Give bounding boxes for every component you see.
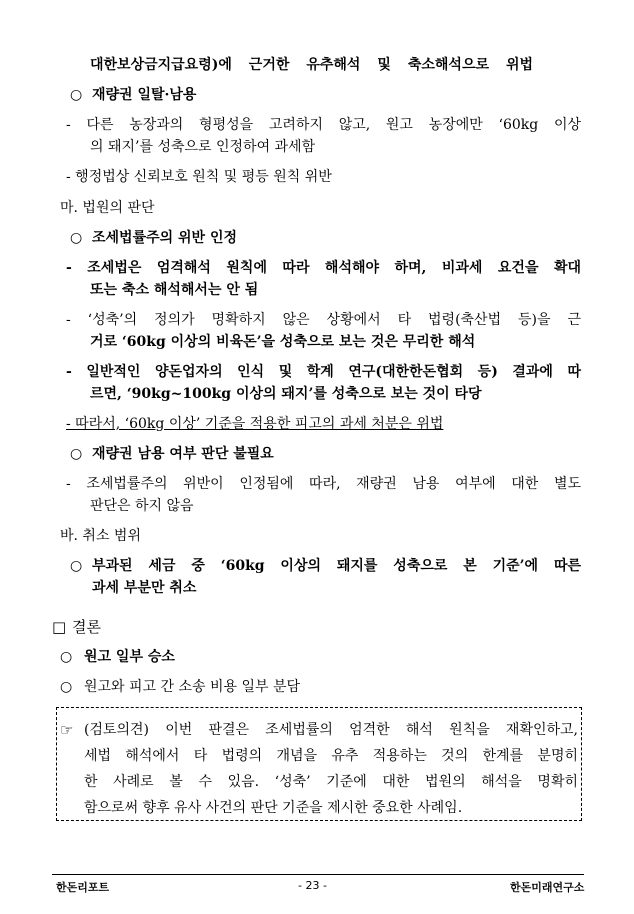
- text-line: - 조세법은 엄격해석 원칙에 따라 해석해야 하며, 비과세 요건을 확대: [66, 260, 581, 276]
- checkbox-square-icon: □: [52, 618, 67, 636]
- text-line-underlined: - 따라서, ‘60kg 이상’ 기준을 적용한 피고의 과세 처분은 위법: [66, 416, 444, 432]
- text-line: 재량권 일탈·남용: [92, 87, 197, 103]
- review-text-line: 한 사례로 볼 수 있음. ‘성축’ 기준에 대한 법원의 해석을 명확히: [84, 774, 578, 790]
- footer-right-title: 한돈미래연구소: [510, 881, 585, 894]
- text-line: 원고 일부 승소: [84, 649, 175, 665]
- review-text-line: 세법 해석에서 타 법령의 개념을 유추 적용하는 것의 한계를 분명히: [84, 748, 578, 764]
- bullet-circle: ○: [70, 558, 83, 574]
- text-line: 르면, ‘90kg~100kg 이상의 돼지’를 성축으로 보는 것이 타당: [90, 386, 482, 402]
- text-line: - 일반적인 양돈업자의 인식 및 학계 연구(대한한돈협회 등) 결과에 따: [66, 364, 581, 380]
- bullet-circle: ○: [70, 87, 83, 103]
- text-line: 재량권 남용 여부 판단 불필요: [92, 446, 274, 462]
- section-heading: 결론: [72, 618, 101, 636]
- section-heading: 마. 법원의 판단: [60, 200, 155, 216]
- text-line: 부과된 세금 중 ‘60kg 이상의 돼지를 성축으로 본 기준’에 따른: [92, 558, 581, 574]
- page-number: - 23 -: [298, 879, 327, 892]
- text-line: - 조세법률주의 위반이 인정됨에 따라, 재량권 남용 여부에 대한 별도: [66, 476, 581, 492]
- text-line: 판단은 하지 않음: [90, 498, 194, 514]
- text-line: - ‘성축’의 정의가 명확하지 않은 상황에서 타 법령(축산법 등)을 근: [66, 312, 581, 328]
- bullet-circle: ○: [70, 230, 83, 246]
- section-heading: 바. 취소 범위: [60, 528, 141, 544]
- pointing-hand-icon: ☞: [60, 721, 74, 739]
- bullet-circle: ○: [70, 446, 83, 462]
- text-line: 원고와 피고 간 소송 비용 일부 분담: [84, 679, 301, 695]
- footer-left-title: 한돈리포트: [56, 881, 110, 894]
- text-line: 과세 부분만 취소: [92, 580, 197, 596]
- review-text-line: 함으로써 향후 유사 사건의 판단 기준을 제시한 중요한 사례임.: [84, 800, 463, 816]
- footer-divider: [52, 874, 584, 875]
- text-line: 조세법률주의 위반 인정: [92, 230, 237, 246]
- review-text-line: (검토의견) 이번 판결은 조세법률의 엄격한 해석 원칙을 재확인하고,: [84, 722, 578, 738]
- bullet-circle: ○: [60, 679, 73, 695]
- text-line: 또는 축소 해석해서는 안 됨: [90, 282, 259, 298]
- text-line: 의 돼지’를 성축으로 인정하여 과세함: [90, 139, 316, 155]
- text-line: - 다른 농장과의 형평성을 고려하지 않고, 원고 농장에만 ‘60kg 이상: [66, 117, 581, 133]
- text-line: 대한보상금지급요령)에 근거한 유추해석 및 축소해석으로 위법: [90, 57, 533, 73]
- text-line: - 행정법상 신뢰보호 원칙 및 평등 원칙 위반: [66, 169, 332, 185]
- bullet-circle: ○: [60, 649, 73, 665]
- text-line: 거로 ‘60kg 이상의 비육돈’을 성축으로 보는 것은 무리한 해석: [90, 334, 476, 350]
